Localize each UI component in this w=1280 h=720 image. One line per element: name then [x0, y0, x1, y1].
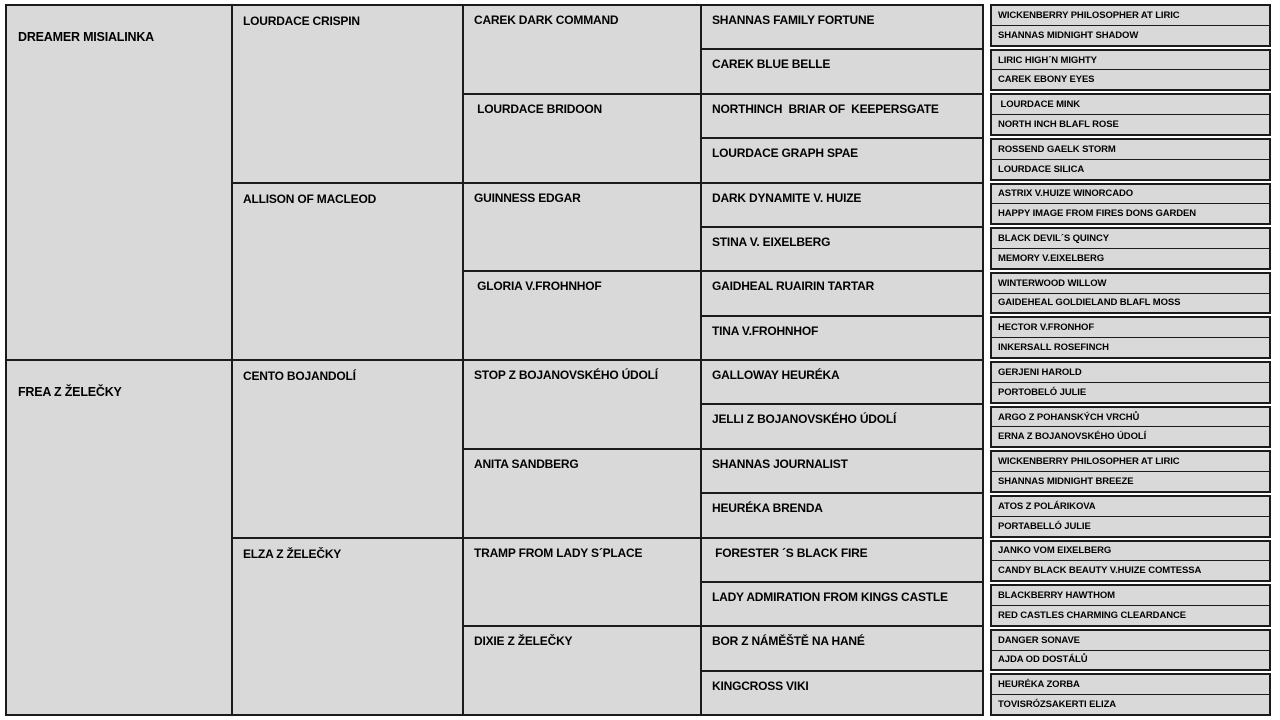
pedigree-cell-gen5: HAPPY IMAGE FROM FIRES DONS GARDEN [992, 204, 1269, 223]
pedigree-cell-gen4: KINGCROSS VIKI [702, 672, 982, 714]
pedigree-cell-gen4: LADY ADMIRATION FROM KINGS CASTLE [702, 583, 982, 627]
pedigree-cell-gen3: ANITA SANDBERG [464, 450, 700, 539]
pedigree-cell-gen5: DANGER SONAVE [992, 631, 1269, 651]
pedigree-cell-gen2: LOURDACE CRISPIN [233, 6, 462, 184]
pedigree-pair-box [990, 450, 1271, 493]
pedigree-cell-gen5: NORTH INCH BLAFL ROSE [992, 115, 1269, 134]
pedigree-cell-gen4: HEURÉKA BRENDA [702, 494, 982, 538]
generation-column-3 [464, 6, 702, 714]
pedigree-cell-gen2: ALLISON OF MACLEOD [233, 184, 462, 362]
pedigree-cell-gen5: SHANNAS MIDNIGHT BREEZE [992, 472, 1269, 491]
pedigree-cell-gen5: ARGO Z POHANSKÝCH VRCHŮ [992, 408, 1269, 428]
pedigree-pair-box [990, 495, 1271, 538]
pedigree-cell-gen5: HEURÉKA ZORBA [992, 675, 1269, 695]
pedigree-cell-gen5: ASTRIX V.HUIZE WINORCADO [992, 185, 1269, 205]
pedigree-pair-box [990, 4, 1271, 47]
pedigree-cell-gen4: NORTHINCH BRIAR OF KEEPERSGATE [702, 95, 982, 139]
pedigree-cell-gen5: AJDA OD DOSTÁLŮ [992, 651, 1269, 670]
pedigree-cell-gen2: ELZA Z ŽELEČKY [233, 539, 462, 715]
pedigree-cell-gen5: LIRIC HIGH´N MIGHTY [992, 51, 1269, 71]
pedigree-cell-gen5: HECTOR V.FRONHOF [992, 318, 1269, 338]
pedigree-cell-gen5: CANDY BLACK BEAUTY V.HUIZE COMTESSA [992, 561, 1269, 580]
pedigree-pair-box [990, 49, 1271, 92]
pedigree-cell-gen5: LOURDACE SILICA [992, 160, 1269, 179]
pedigree-cell-gen5: PORTOBELÓ JULIE [992, 383, 1269, 402]
pedigree-cell-gen4: CAREK BLUE BELLE [702, 50, 982, 94]
pedigree-cell-gen4: TINA V.FROHNHOF [702, 317, 982, 361]
pedigree-cell-gen5: ROSSEND GAELK STORM [992, 140, 1269, 160]
pedigree-cell-gen5: LOURDACE MINK [992, 95, 1269, 115]
pedigree-pair-box [990, 540, 1271, 583]
pedigree-pair-box [990, 183, 1271, 226]
pedigree-cell-gen5: INKERSALL ROSEFINCH [992, 338, 1269, 357]
pedigree-pair-box [990, 93, 1271, 136]
pedigree-cell-gen5: RED CASTLES CHARMING CLEARDANCE [992, 606, 1269, 625]
pedigree-table [5, 4, 1277, 716]
pedigree-cell-gen5: ATOS Z POLÁRIKOVA [992, 497, 1269, 517]
pedigree-cell-gen5: GAIDEHEAL GOLDIELAND BLAFL MOSS [992, 294, 1269, 313]
pedigree-cell-gen5: TOVISRÓZSAKERTI ELIZA [992, 695, 1269, 714]
pedigree-cell-gen4: FORESTER ´S BLACK FIRE [702, 539, 982, 583]
pedigree-cell-gen5: JANKO VOM EIXELBERG [992, 542, 1269, 562]
pedigree-pair-box [990, 361, 1271, 404]
pedigree-cell-gen5: ERNA Z BOJANOVSKÉHO ÚDOLÍ [992, 427, 1269, 446]
generation-column-2 [233, 6, 464, 714]
pedigree-pair-box [990, 584, 1271, 627]
pedigree-pair-box [990, 227, 1271, 270]
pedigree-cell-gen4: DARK DYNAMITE V. HUIZE [702, 184, 982, 228]
pedigree-cell-gen3: GLORIA V.FROHNHOF [464, 272, 700, 361]
pedigree-cell-gen4: LOURDACE GRAPH SPAE [702, 139, 982, 183]
pedigree-pair-box [990, 138, 1271, 181]
pedigree-cell-gen3: GUINNESS EDGAR [464, 184, 700, 273]
pedigree-pair-box [990, 629, 1271, 672]
pedigree-cell-gen5: WINTERWOOD WILLOW [992, 274, 1269, 294]
pedigree-pair-box [990, 272, 1271, 315]
pedigree-cell-gen3: LOURDACE BRIDOON [464, 95, 700, 184]
pedigree-cell-gen5: GERJENI HAROLD [992, 363, 1269, 383]
pedigree-cell-gen4: STINA V. EIXELBERG [702, 228, 982, 272]
pedigree-cell-gen3: TRAMP FROM LADY S´PLACE [464, 539, 700, 628]
pedigree-cell-gen4: BOR Z NÁMĚŠTĚ NA HANÉ [702, 627, 982, 671]
generation-column-1 [7, 6, 233, 714]
pedigree-generation-5-column [990, 4, 1271, 716]
pedigree-cell-gen5: WICKENBERRY PHILOSOPHER AT LIRIC [992, 452, 1269, 472]
pedigree-cell-gen4: GALLOWAY HEURÉKA [702, 361, 982, 405]
generation-column-4 [702, 6, 982, 714]
pedigree-cell-gen5: WICKENBERRY PHILOSOPHER AT LIRIC [992, 6, 1269, 26]
pedigree-cell-gen5: PORTABELLÓ JULIE [992, 517, 1269, 536]
pedigree-cell-gen4: SHANNAS FAMILY FORTUNE [702, 6, 982, 50]
pedigree-pair-box [990, 406, 1271, 449]
pedigree-cell-gen3: STOP Z BOJANOVSKÉHO ÚDOLÍ [464, 361, 700, 450]
pedigree-cell-gen4: SHANNAS JOURNALIST [702, 450, 982, 494]
pedigree-cell-gen2: CENTO BOJANDOLÍ [233, 361, 462, 539]
pedigree-cell-gen5: BLACK DEVIL´S QUINCY [992, 229, 1269, 249]
pedigree-pair-box [990, 316, 1271, 359]
pedigree-pair-box [990, 673, 1271, 716]
pedigree-cell-gen5: CAREK EBONY EYES [992, 70, 1269, 89]
pedigree-cell-gen5: BLACKBERRY HAWTHOM [992, 586, 1269, 606]
pedigree-cell-gen5: SHANNAS MIDNIGHT SHADOW [992, 26, 1269, 45]
pedigree-cell-gen3: DIXIE Z ŽELEČKY [464, 627, 700, 714]
pedigree-cell-gen4: GAIDHEAL RUAIRIN TARTAR [702, 272, 982, 316]
pedigree-cell-gen5: MEMORY V.EIXELBERG [992, 249, 1269, 268]
pedigree-cell-gen1: FREA Z ŽELEČKY [7, 361, 231, 714]
pedigree-cell-gen3: CAREK DARK COMMAND [464, 6, 700, 95]
pedigree-cell-gen4: JELLI Z BOJANOVSKÉHO ÚDOLÍ [702, 405, 982, 449]
pedigree-cell-gen1: DREAMER MISIALINKA [7, 6, 231, 361]
pedigree-generations-1-4 [5, 4, 984, 716]
